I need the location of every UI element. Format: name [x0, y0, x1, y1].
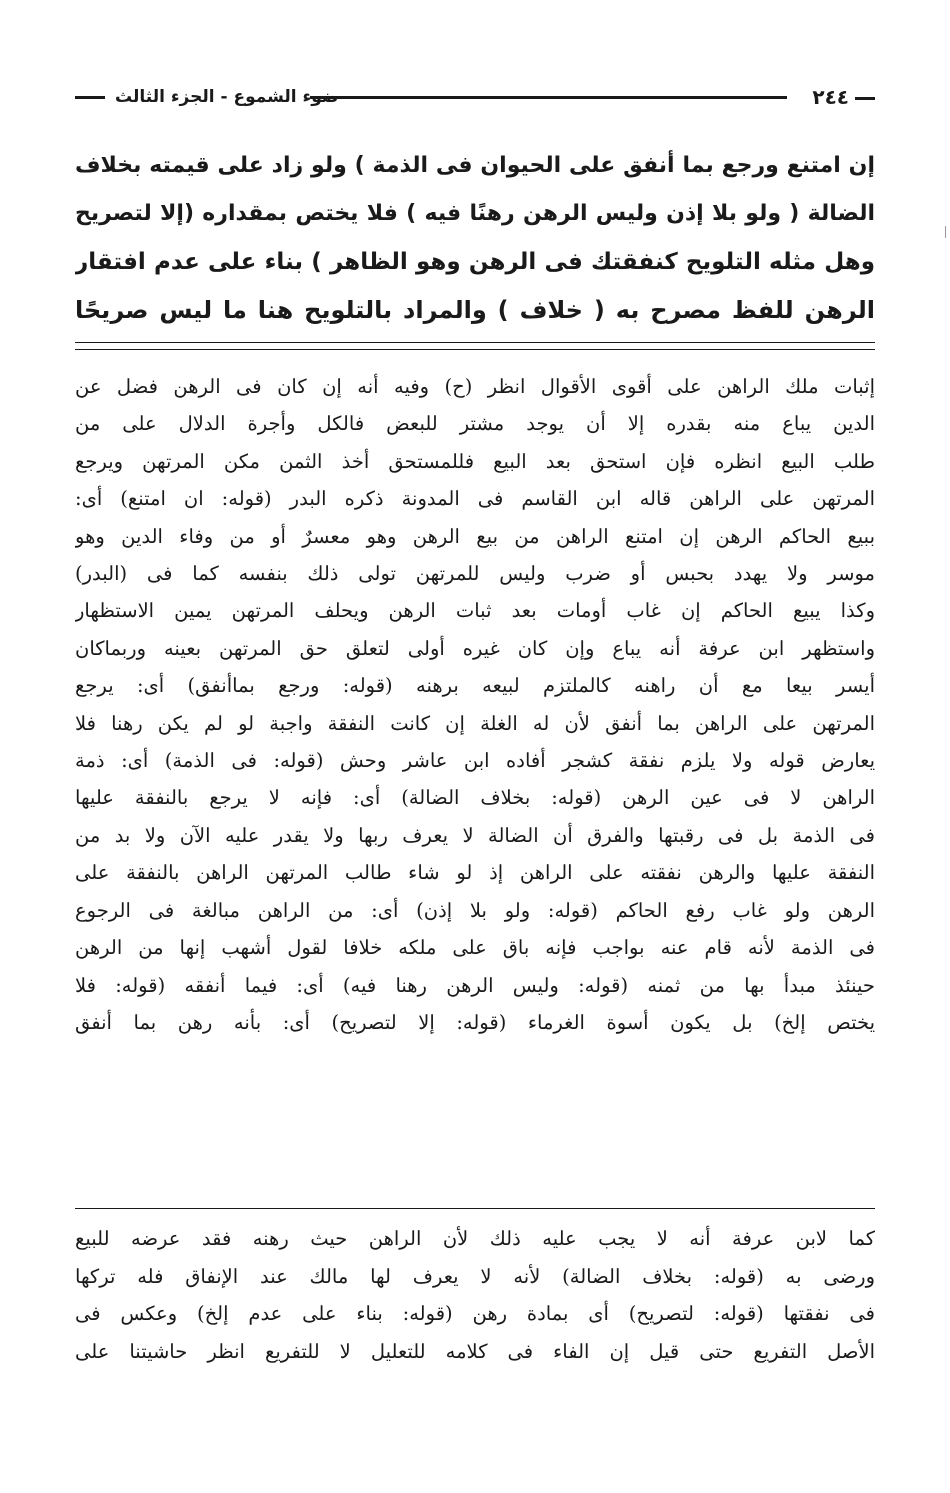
commentary-line: وكذا يبيع الحاكم إن غاب أومات بعد ثبات الرهن ويحلف المرتهن يمين الاستظهار — [75, 599, 875, 623]
commentary-line: فى الذمة بل فى رقبتها والفرق أن الضالة لا يعرف ربها ولا يقدر عليه الآن ولا بد من — [75, 823, 875, 847]
footnote-line: الأصل التفريع حتى قيل إن الفاء فى كلامه للتعليل لا للتفريع انظر حاشيتنا على — [75, 1339, 875, 1363]
running-title: ضوء الشموع - الجزء الثالث — [115, 87, 339, 107]
commentary-line: ببيع الحاكم الرهن إن امتنع الراهن من بيع الرهن وهو معسرٌ أو من وفاء الدين وهو — [75, 524, 875, 548]
footnotes — [75, 1220, 875, 1370]
footnote-line: ورضى به (قوله: بخلاف الضالة) لأنه لا يعرف لها مالك عند الإنفاق فله تركها — [75, 1264, 875, 1288]
commentary-line: فى الذمة لأنه قام عنه بواجب فإنه باق على ملكه خلافا لقول أشهب إنها من الرهن — [75, 936, 875, 960]
commentary-line: المرتهن على الراهن بما أنفق لأن له الغلة إن كانت النفقة واجبة لو لم يكن رهنا فلا — [75, 711, 875, 735]
header-rule — [310, 96, 787, 99]
page-number: ٢٤٤ — [812, 80, 875, 114]
main-text-line: الضالة ( ولو بلا إذن وليس الرهن رهنًا فيه ) فلا يختص بمقداره (إلا لتصريح — [75, 201, 875, 226]
main-text — [75, 142, 875, 334]
commentary-line: واستظهر ابن عرفة أنه يباع وإن كان غيره أولى لتعلق حق المرتهن بعينه وربماكان — [75, 636, 875, 660]
commentary-line: الدين يباع منه بقدره إلا أن يوجد مشتر للبعض فالكل وأجرة الدلال على من — [75, 412, 875, 436]
commentary-line: طلب البيع انظره فإن استحق بعد البيع فللمستحق أخذ الثمن مكن المرتهن ويرجع — [75, 449, 875, 473]
header-dash — [75, 96, 105, 99]
commentary-line: موسر ولا يهدد بحبس أو ضرب وليس للمرتهن تولى ذلك بنفسه كما فى (البدر) — [75, 562, 875, 586]
margin-mark — [945, 226, 946, 238]
footnote-line: كما لابن عرفة أنه لا يجب عليه ذلك لأن الراهن حيث رهنه فقد عرضه للبيع — [75, 1227, 875, 1250]
main-text-line: الرهن للفظ مصرح به ( خلاف ) والمراد بالتلويح هنا ما ليس صريحًا — [75, 296, 875, 324]
commentary-line: النفقة عليها والرهن نفقته على الراهن إذ لو شاء طالب المرتهن الراهن بالنفقة على — [75, 861, 875, 885]
commentary-line: يعارض قوله ولا يلزم نفقة كشجر أفاده ابن عاشر وحش (قوله: فى الذمة) أى: ذمة — [75, 749, 875, 773]
commentary — [75, 368, 875, 1041]
main-text-divider — [75, 342, 875, 350]
commentary-line: أيسر بيعا مع أن راهنه كالملتزم لبيعه برهنه (قوله: ورجع بماأنفق) أى: يرجع — [75, 674, 875, 698]
commentary-line: الراهن لا فى عين الرهن (قوله: بخلاف الضالة) أى: فإنه لا يرجع بالنفقة عليها — [75, 786, 875, 810]
running-header — [75, 80, 875, 114]
main-text-line: وهل مثله التلويح كنفقتك فى الرهن وهو الظاهر ) بناء على عدم افتقار — [75, 249, 875, 275]
commentary-line: الرهن ولو غاب رفع الحاكم (قوله: ولو بلا إذن) أى: من الراهن مبالغة فى الرجوع — [75, 898, 875, 922]
commentary-line: يختص إلخ) بل يكون أسوة الغرماء (قوله: إلا لتصريح) أى: بأنه رهن بما أنفق — [75, 1010, 875, 1034]
footnote-divider — [75, 1208, 875, 1209]
main-text-line: إن امتنع ورجع بما أنفق على الحيوان فى الذمة ) ولو زاد على قيمته بخلاف — [75, 153, 875, 178]
commentary-line: حينئذ مبدأ بها من ثمنه (قوله: وليس الرهن رهنا فيه) أى: فيما أنفقه (قوله: فلا — [75, 973, 875, 997]
commentary-line: إثبات ملك الراهن على أقوى الأقوال انظر (ح) وفيه أنه إن كان فى الرهن فضل عن — [75, 375, 875, 398]
commentary-line: المرتهن على الراهن قاله ابن القاسم فى المدونة ذكره البدر (قوله: ان امتنع) أى: — [75, 487, 875, 511]
footnote-line: فى نفقتها (قوله: لتصريح) أى بمادة رهن (قوله: بناء على عدم إلخ) وعكس فى — [75, 1302, 875, 1325]
